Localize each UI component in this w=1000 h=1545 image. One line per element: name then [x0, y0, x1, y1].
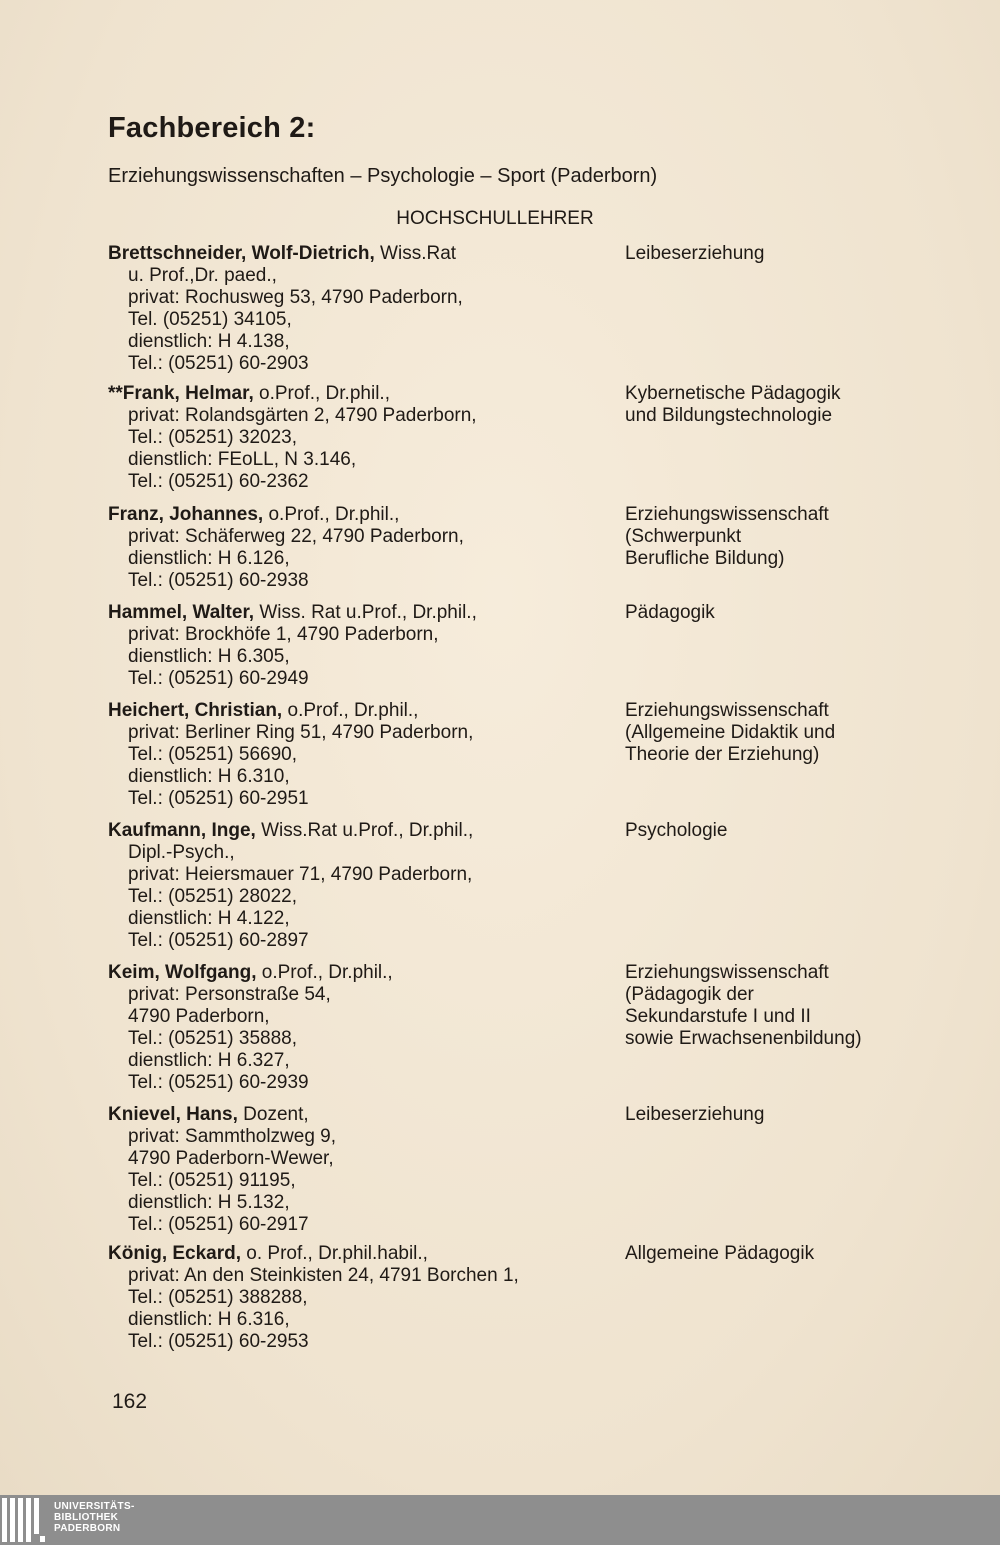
staff-detail-line: dienstlich: H 6.327,	[128, 1050, 290, 1071]
library-logo-text	[54, 1501, 135, 1534]
staff-name: Hammel, Walter,	[108, 602, 255, 623]
staff-detail-line: privat: Sammtholzweg 9,	[128, 1126, 337, 1147]
subject-line: Kybernetische Pädagogik	[625, 383, 841, 404]
staff-name: Heichert, Christian,	[108, 700, 283, 721]
staff-name-line	[108, 1243, 608, 1265]
staff-name: König, Eckard,	[108, 1243, 242, 1264]
staff-detail-line: privat: An den Steinkisten 24, 4791 Borchen 1,	[128, 1265, 519, 1286]
staff-name-line	[108, 1104, 608, 1126]
subject-line: Allgemeine Pädagogik	[625, 1243, 815, 1264]
staff-detail-line: dienstlich: FEoLL, N 3.146,	[128, 449, 357, 470]
staff-subject	[625, 700, 965, 766]
staff-detail-line: Tel.: (05251) 60-2939	[128, 1072, 309, 1093]
staff-detail-line: privat: Personstraße 54,	[128, 984, 331, 1005]
subject-line: Erziehungswissenschaft	[625, 700, 829, 721]
staff-detail-line: Tel.: (05251) 32023,	[128, 427, 298, 448]
staff-details	[108, 243, 608, 375]
staff-detail-line: privat: Rolandsgärten 2, 4790 Paderborn,	[128, 405, 477, 426]
staff-detail-line: privat: Berliner Ring 51, 4790 Paderborn,	[128, 722, 474, 743]
staff-detail-line: Tel.: (05251) 388288,	[128, 1287, 308, 1308]
staff-detail-line: Dipl.-Psych.,	[128, 842, 235, 863]
staff-name: **Frank, Helmar,	[108, 383, 254, 404]
staff-title: Wiss.Rat	[374, 243, 457, 264]
staff-detail-line: privat: Schäferweg 22, 4790 Paderborn,	[128, 526, 464, 547]
subject-line: (Pädagogik der	[625, 984, 754, 1005]
library-footer	[0, 1495, 1000, 1545]
staff-detail-line: Tel.: (05251) 35888,	[128, 1028, 298, 1049]
staff-detail-line: Tel.: (05251) 60-2917	[128, 1214, 309, 1235]
staff-title: o.Prof., Dr.phil.,	[253, 383, 390, 404]
staff-name-line	[108, 820, 608, 842]
subject-line: Sekundarstufe I und II	[625, 1006, 811, 1027]
staff-subject	[625, 504, 965, 570]
staff-detail-line: dienstlich: H 6.305,	[128, 646, 290, 667]
page-title: Fachbereich 2:	[108, 112, 316, 144]
page-number: 162	[112, 1390, 148, 1413]
staff-detail-line: Tel.: (05251) 60-2953	[128, 1331, 309, 1352]
staff-detail-line: dienstlich: H 4.138,	[128, 331, 290, 352]
subject-line: Theorie der Erziehung)	[625, 744, 820, 765]
staff-name: Knievel, Hans,	[108, 1104, 238, 1125]
staff-name-line	[108, 383, 608, 405]
staff-subject	[625, 820, 965, 842]
staff-name-line	[108, 602, 608, 624]
staff-name: Franz, Johannes,	[108, 504, 264, 525]
subject-line: Berufliche Bildung)	[625, 548, 785, 569]
staff-detail-line: Tel.: (05251) 60-2903	[128, 353, 309, 374]
staff-title: o.Prof., Dr.phil.,	[263, 504, 400, 525]
staff-detail-line: Tel. (05251) 34105,	[128, 309, 292, 330]
staff-detail-line: privat: Rochusweg 53, 4790 Paderborn,	[128, 287, 463, 308]
subject-line: Erziehungswissenschaft	[625, 962, 829, 983]
staff-subject	[625, 1243, 965, 1265]
staff-details	[108, 504, 608, 592]
staff-detail-line: Tel.: (05251) 60-2949	[128, 668, 309, 689]
staff-detail-line: Tel.: (05251) 60-2897	[128, 930, 309, 951]
staff-name-line	[108, 243, 608, 265]
subject-line: sowie Erwachsenenbildung)	[625, 1028, 862, 1049]
staff-detail-line: 4790 Paderborn,	[128, 1006, 270, 1027]
staff-detail-line: privat: Brockhöfe 1, 4790 Paderborn,	[128, 624, 439, 645]
staff-detail-line: Tel.: (05251) 60-2362	[128, 471, 309, 492]
subject-line: (Schwerpunkt	[625, 526, 742, 547]
logo-line-2: BIBLIOTHEK	[54, 1512, 119, 1523]
staff-detail-line: u. Prof.,Dr. paed.,	[128, 265, 277, 286]
staff-detail-line: 4790 Paderborn-Wewer,	[128, 1148, 334, 1169]
staff-detail-line: dienstlich: H 5.132,	[128, 1192, 290, 1213]
staff-subject	[625, 602, 965, 624]
logo-line-1: UNIVERSITÄTS-	[54, 1501, 135, 1512]
staff-detail-line: dienstlich: H 6.126,	[128, 548, 290, 569]
staff-title: Dozent,	[237, 1104, 309, 1125]
subject-line: Erziehungswissenschaft	[625, 504, 829, 525]
staff-subject	[625, 383, 965, 427]
logo-line-3: PADERBORN	[54, 1523, 121, 1534]
staff-detail-line: privat: Heiersmauer 71, 4790 Paderborn,	[128, 864, 473, 885]
staff-name: Keim, Wolfgang,	[108, 962, 257, 983]
staff-name: Kaufmann, Inge,	[108, 820, 256, 841]
staff-detail-line: Tel.: (05251) 91195,	[128, 1170, 296, 1191]
subject-line: und Bildungstechnologie	[625, 405, 833, 426]
staff-name: Brettschneider, Wolf-Dietrich,	[108, 243, 375, 264]
staff-details	[108, 820, 608, 952]
staff-title: Wiss. Rat u.Prof., Dr.phil.,	[254, 602, 477, 623]
staff-name-line	[108, 962, 608, 984]
staff-detail-line: dienstlich: H 6.310,	[128, 766, 290, 787]
staff-details	[108, 383, 608, 493]
staff-subject	[625, 1104, 965, 1126]
subject-line: (Allgemeine Didaktik und	[625, 722, 836, 743]
staff-title: Wiss.Rat u.Prof., Dr.phil.,	[255, 820, 474, 841]
staff-title: o.Prof., Dr.phil.,	[256, 962, 393, 983]
staff-details	[108, 700, 608, 810]
staff-detail-line: dienstlich: H 6.316,	[128, 1309, 290, 1330]
staff-detail-line: Tel.: (05251) 28022,	[128, 886, 298, 907]
staff-detail-line: dienstlich: H 4.122,	[128, 908, 290, 929]
staff-details	[108, 962, 608, 1094]
staff-detail-line: Tel.: (05251) 60-2951	[128, 788, 309, 809]
subject-line: Pädagogik	[625, 602, 715, 623]
staff-detail-line: Tel.: (05251) 60-2938	[128, 570, 309, 591]
subject-line: Psychologie	[625, 820, 728, 841]
staff-subject	[625, 243, 965, 265]
staff-subject	[625, 962, 965, 1050]
staff-name-line	[108, 504, 608, 526]
section-title: HOCHSCHULLEHRER	[396, 208, 594, 229]
staff-name-line	[108, 700, 608, 722]
staff-details	[108, 602, 608, 690]
staff-details	[108, 1104, 608, 1236]
staff-detail-line: Tel.: (05251) 56690,	[128, 744, 298, 765]
subject-line: Leibeserziehung	[625, 1104, 765, 1125]
staff-title: o. Prof., Dr.phil.habil.,	[241, 1243, 428, 1264]
staff-title: o.Prof., Dr.phil.,	[282, 700, 419, 721]
subject-line: Leibeserziehung	[625, 243, 765, 264]
page-subtitle: Erziehungswissenschaften – Psychologie – Sport (Paderborn)	[108, 165, 658, 187]
staff-details	[108, 1243, 608, 1353]
library-logo-icon	[2, 1498, 48, 1542]
